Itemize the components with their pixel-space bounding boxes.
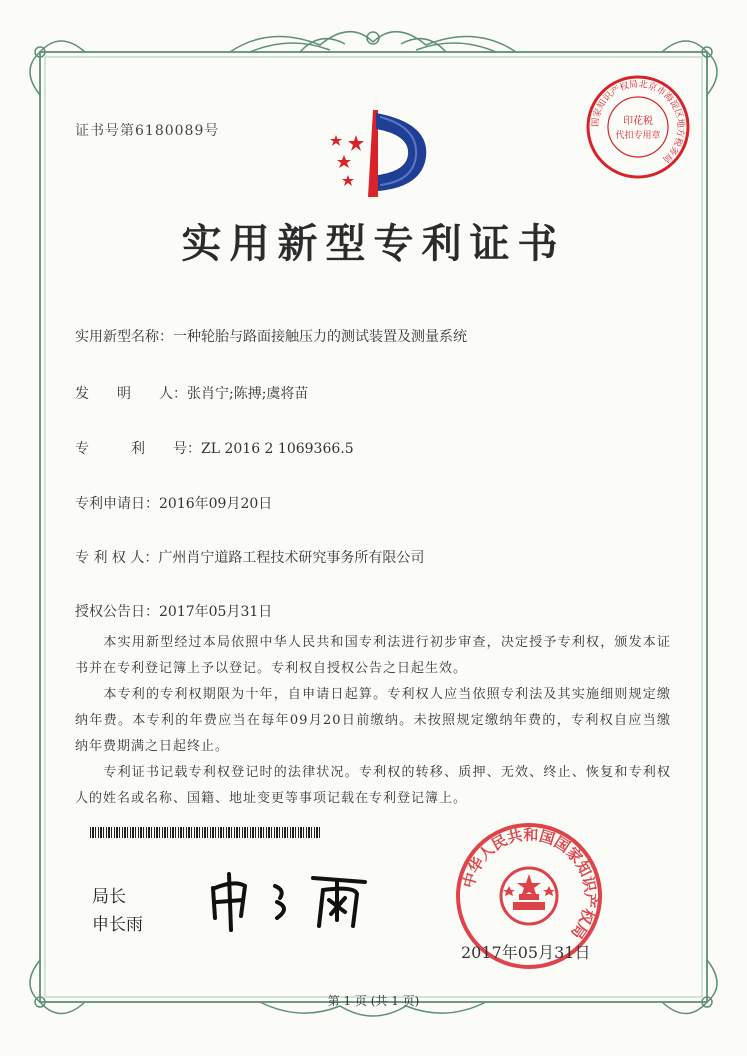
tax-stamp-line1: 印花税 [623, 116, 653, 127]
certificate-number: 证书号第6180089号 [75, 123, 220, 139]
field-grant-date: 授权公告日：2017年05月31日 [75, 604, 273, 620]
official-position: 局长 [92, 887, 126, 907]
field-inventors: 发 明 人：张肖宁;陈搏;虞将苗 [75, 386, 309, 402]
tax-stamp-ring-text: 国家知识产权局北京市海淀区地方税务局 [590, 79, 686, 165]
tax-stamp-line2: 代扣专用章 [615, 131, 661, 141]
field-name: 实用新型名称：一种轮胎与路面接触压力的测试装置及测量系统 [75, 329, 467, 345]
signature-image [205, 868, 375, 938]
field-patentee: 专 利 权 人：广州肖宁道路工程技术研究事务所有限公司 [75, 550, 425, 566]
barcode [90, 827, 322, 838]
patent-office-logo [318, 105, 433, 200]
page-footer: 第 1 页 (共 1 页) [327, 994, 420, 1008]
paragraph-legal-status: 专利证书记载专利权登记时的法律状况。专利权的转移、质押、无效、终止、恢复和专利权人的姓名或名称、国籍、地址变更等事项记载在专利登记簿上。 [75, 765, 671, 806]
paragraph-term: 本专利的专利权期限为十年，自申请日起算。专利权人应当依照专利法及其实施细则规定缴纳年费。本专利的年费应当在每年09月20日前缴纳。未按照规定缴纳年费的，专利权自应当缴纳年费期满之日起终止。 [75, 687, 671, 754]
document-title: 实用新型专利证书 [181, 220, 566, 267]
paragraph-examination: 本实用新型经过本局依照中华人民共和国专利法进行初步审查，决定授予专利权，颁发本证书并在专利登记簿上予以登记。专利权自授权公告之日起生效。 [75, 635, 671, 676]
seal-date: 2017年05月31日 [461, 943, 591, 962]
national-emblem-icon [501, 868, 557, 924]
field-application-date: 专利申请日：2016年09月20日 [75, 496, 273, 512]
tax-stamp [583, 72, 693, 182]
official-name: 申长雨 [92, 915, 143, 935]
top-ornament [230, 32, 516, 52]
field-patent-number: 专 利 号：ZL 2016 2 1069366.5 [75, 441, 354, 457]
seal-ring-text: 中华人民共和国国家知识产权局 [459, 825, 600, 943]
